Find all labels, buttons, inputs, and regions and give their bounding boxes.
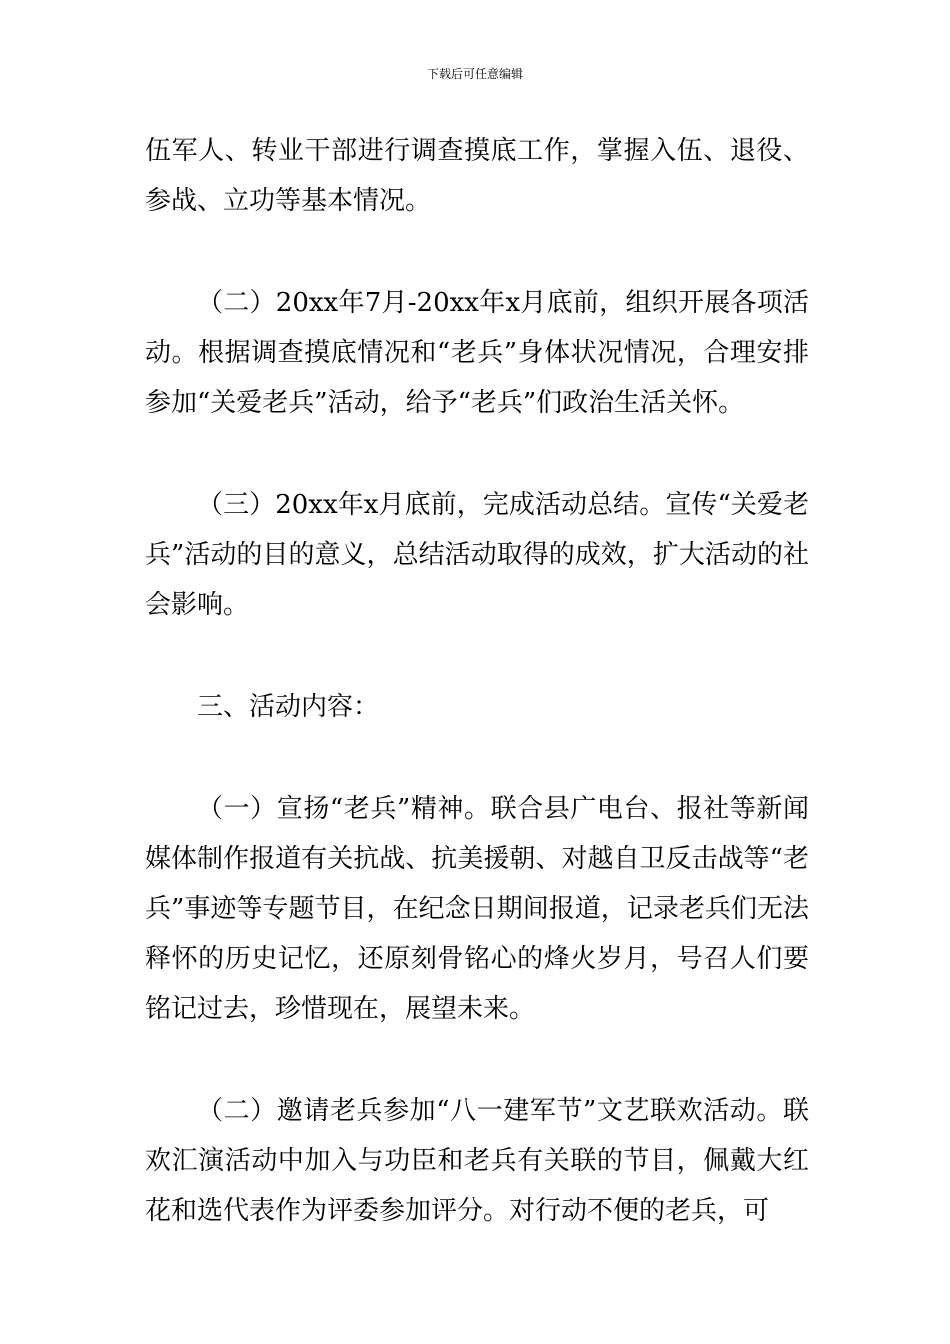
document-body: [145, 126, 809, 1236]
page-header: 下载后可任意编辑: [426, 67, 523, 81]
paragraph-promote-spirit: （一）宣扬“老兵”精神。联合县广电台、报社等新闻媒体制作报道有关抗战、抗美援朝、对越自卫反击战等“老兵”事迹等专题节目，在纪念日期间报道，记录老兵们无法释怀的历史记忆，还原刻骨铭心的烽火岁月，号召人们要铭记过去，珍惜现在，展望未来。: [145, 794, 809, 1024]
section-heading-activity-content: 三、活动内容：: [197, 692, 380, 722]
paragraph-phase-two: （二）20xx年7月-20xx年x月底前，组织开展各项活动。根据调查摸底情况和“老兵”身体状况情况，合理安排参加“关爱老兵”活动，给予“老兵”们政治生活关怀。: [145, 288, 809, 418]
paragraph-invite-veterans: （二）邀请老兵参加“八一建军节”文艺联欢活动。联欢汇演活动中加入与功臣和老兵有关联的节目，佩戴大红花和选代表作为评委参加评分。对行动不便的老兵，可: [145, 1096, 809, 1226]
paragraph-continuation: 伍军人、转业干部进行调查摸底工作，掌握入伍、退役、参战、立功等基本情况。: [145, 136, 809, 216]
paragraph-phase-three: （三）20xx年x月底前，完成活动总结。宣传“关爱老兵”活动的目的意义，总结活动取得的成效，扩大活动的社会影响。: [145, 490, 809, 620]
